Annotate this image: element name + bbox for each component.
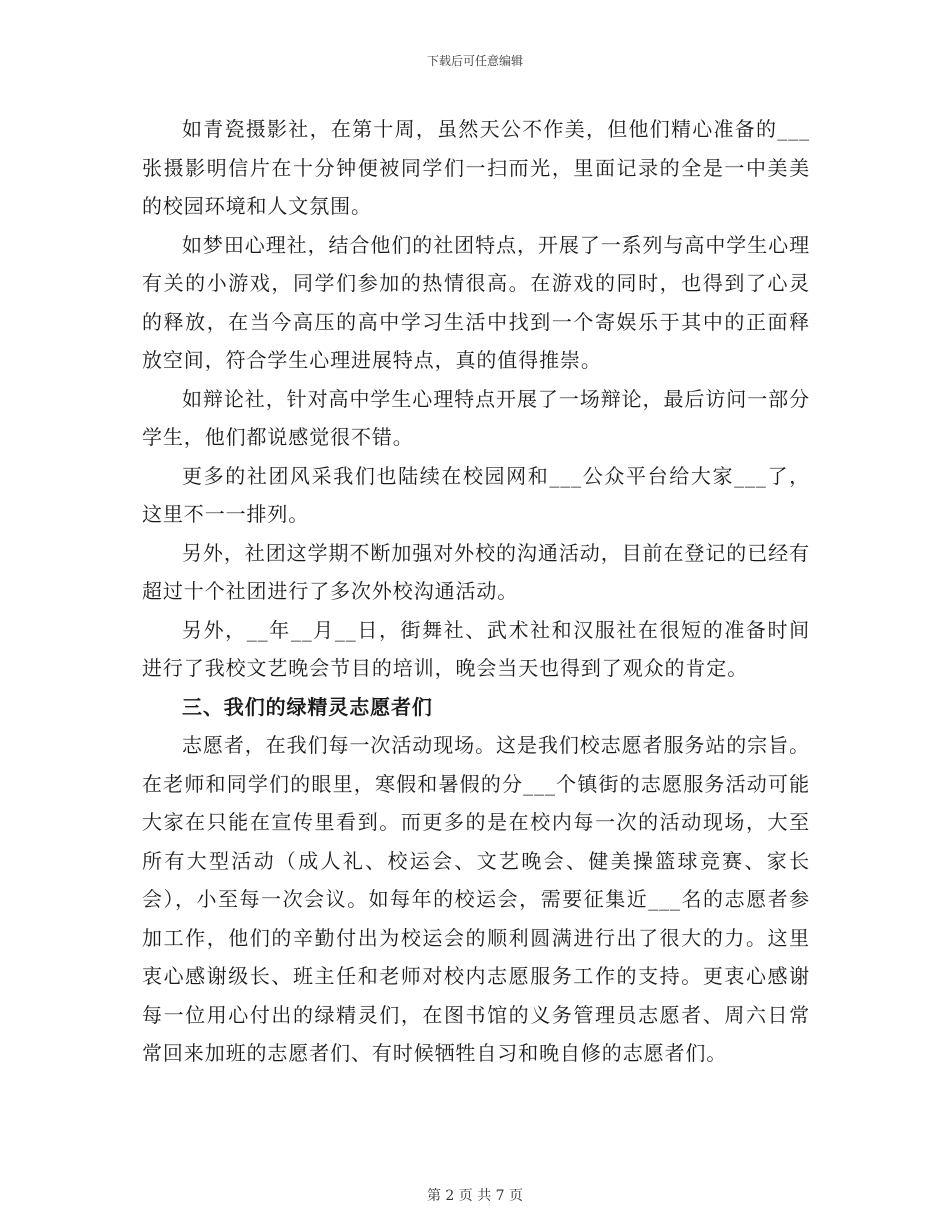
paragraph-volunteers: 志愿者，在我们每一次活动现场。这是我们校志愿者服务站的宗旨。在老师和同学们的眼里，寒假和暑假的分___个镇街的志愿服务活动可能大家在只能在宣传里看到。而更多的是在校内每一次的活动现场，大至所有大型活动（成人礼、校运会、文艺晚会、健美操篮球竞赛、家长会），小至每一次会议。如每年的校运会，需要征集近___名的志愿者参加工作，他们的辛勤付出为校运会的顺利圆满进行出了很大的力。这里衷心感谢级长、班主任和老师对校内志愿服务工作的支持。更衷心感谢每一位用心付出的绿精灵们，在图书馆的义务管理员志愿者、周六日常常回来加班的志愿者们、有时候牺牲自习和晚自修的志愿者们。 <box>142 733 810 1065</box>
page-footer: 第 2 页 共 7 页 <box>426 1188 524 1204</box>
paragraph-gala-training: 另外，__年__月__日，街舞社、武术社和汉服社在很短的准备时间进行了我校文艺晚会节目的培训，晚会当天也得到了观众的肯定。 <box>142 617 810 680</box>
document-body <box>142 110 810 1073</box>
paragraph-external-exchange: 另外，社团这学期不断加强对外校的沟通活动，目前在登记的已经有超过十个社团进行了多次外校沟通活动。 <box>142 540 810 603</box>
paragraph-psychology-club: 如梦田心理社，结合他们的社团特点，开展了一系列与高中学生心理有关的小游戏，同学们参加的热情很高。在游戏的同时，也得到了心灵的释放，在当今高压的高中学习生活中找到一个寄娱乐于其中的正面释放空间，符合学生心理进展特点，真的值得推崇。 <box>142 232 810 372</box>
section-heading: 三、我们的绿精灵志愿者们 <box>182 694 433 719</box>
page-header: 下载后可任意编辑 <box>426 54 523 68</box>
paragraph-debate-club: 如辩论社，针对高中学生心理特点开展了一场辩论，最后访问一部分学生，他们都说感觉很不错。 <box>142 386 810 449</box>
paragraph-more-clubs: 更多的社团风采我们也陆续在校园网和___公众平台给大家___了，这里不一一排列。 <box>142 463 810 526</box>
paragraph-photography-club: 如青瓷摄影社，在第十周，虽然天公不作美，但他们精心准备的___张摄影明信片在十分钟便被同学们一扫而光，里面记录的全是一中美美的校园环境和人文氛围。 <box>142 117 810 218</box>
